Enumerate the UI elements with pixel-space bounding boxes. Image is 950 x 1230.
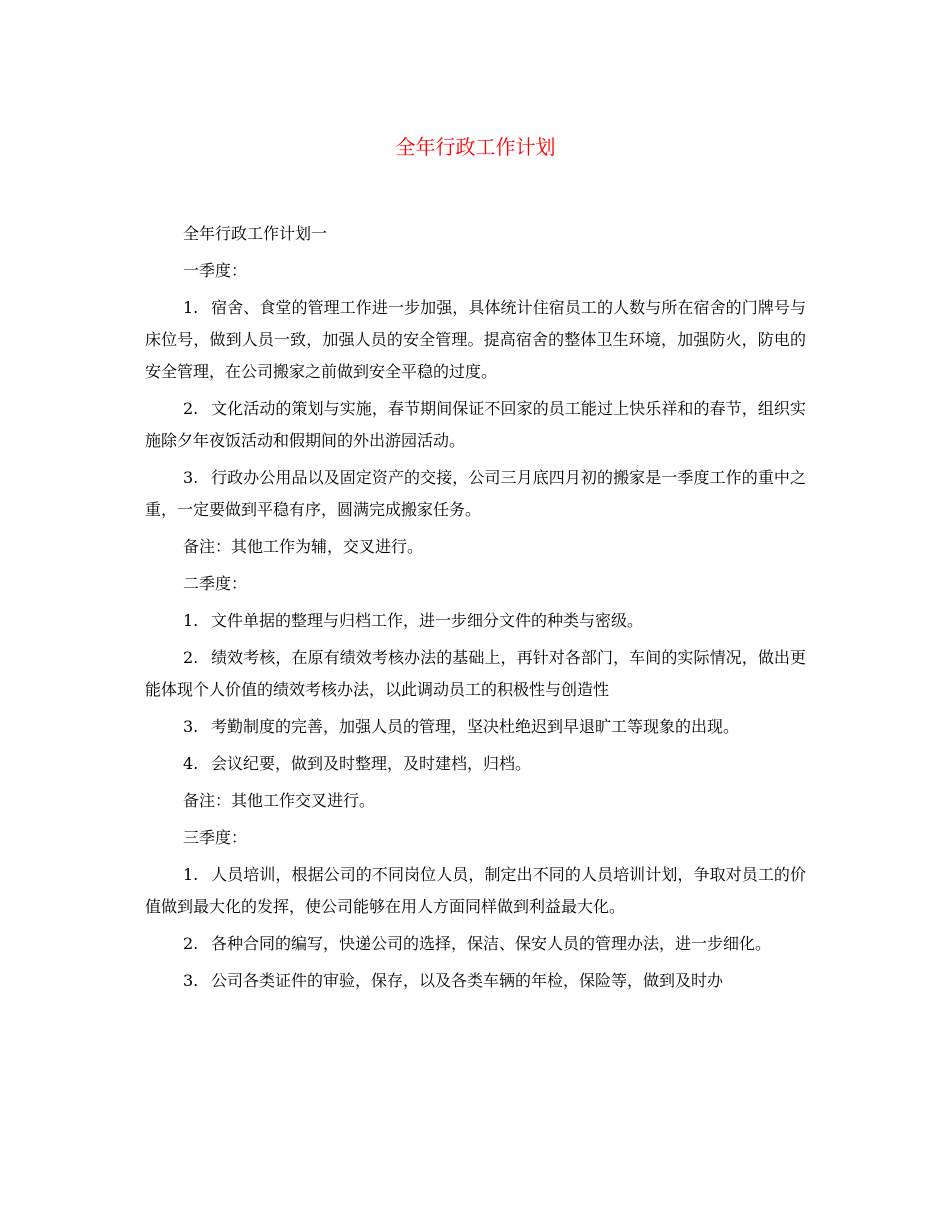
paragraph	[145, 822, 806, 854]
item-number: 4.	[183, 754, 199, 773]
item-number: 2.	[183, 934, 199, 953]
paragraph-text: 备注：其他工作交叉进行。	[183, 791, 376, 810]
paragraph	[145, 255, 806, 287]
item-number: 1.	[183, 865, 199, 884]
paragraph	[145, 928, 806, 960]
paragraph-text: 一季度：	[183, 261, 248, 280]
paragraph	[145, 218, 806, 250]
paragraph	[145, 785, 806, 817]
paragraph-text: 宿舍、食堂的管理工作进一步加强，具体统计住宿员工的人数与所在宿舍的门牌号与床位号，做到人员一致，加强人员的安全管理。提高宿舍的整体卫生环境，加强防火，防电的安全管理，在公司搬家之前做到安全平稳的过度。	[145, 298, 806, 381]
paragraph	[145, 711, 806, 743]
paragraph	[145, 393, 806, 457]
item-number: 3.	[183, 468, 199, 487]
paragraph-text: 考勤制度的完善，加强人员的管理，坚决杜绝迟到早退旷工等现象的出现。	[211, 717, 740, 736]
paragraph-text: 全年行政工作计划一	[183, 224, 328, 243]
item-number: 2.	[183, 648, 199, 667]
paragraph	[145, 462, 806, 526]
paragraph-text: 绩效考核，在原有绩效考核办法的基础上，再针对各部门，车间的实际情况，做出更能体现个人价值的绩效考核办法，以此调动员工的积极性与创造性	[145, 648, 806, 699]
paragraph	[145, 292, 806, 388]
paragraph-text: 各种合同的编写，快递公司的选择，保洁、保安人员的管理办法，进一步细化。	[211, 934, 772, 953]
paragraph-text: 公司各类证件的审验，保存，以及各类车辆的年检，保险等，做到及时办	[211, 971, 724, 990]
item-number: 1.	[183, 611, 199, 630]
paragraph-text: 二季度：	[183, 574, 248, 593]
paragraph	[145, 748, 806, 780]
paragraph	[145, 859, 806, 923]
item-number: 3.	[183, 717, 199, 736]
paragraph	[145, 605, 806, 637]
paragraph-text: 文化活动的策划与实施，春节期间保证不回家的员工能过上快乐祥和的春节，组织实施除夕年夜饭活动和假期间的外出游园活动。	[145, 399, 806, 450]
paragraph-text: 备注：其他工作为辅，交叉进行。	[183, 537, 424, 556]
paragraph	[145, 531, 806, 563]
item-number: 1.	[183, 298, 199, 317]
item-number: 3.	[183, 971, 199, 990]
paragraph	[145, 642, 806, 706]
paragraph-text: 行政办公用品以及固定资产的交接，公司三月底四月初的搬家是一季度工作的重中之重，一定要做到平稳有序，圆满完成搬家任务。	[145, 468, 806, 519]
paragraph-text: 三季度：	[183, 828, 248, 847]
document-title: 全年行政工作计划	[395, 135, 556, 159]
paragraph-text: 会议纪要，做到及时整理，及时建档，归档。	[211, 754, 532, 773]
paragraph-text: 人员培训，根据公司的不同岗位人员，制定出不同的人员培训计划，争取对员工的价值做到最大化的发挥，使公司能够在用人方面同样做到利益最大化。	[145, 865, 806, 916]
item-number: 2.	[183, 399, 199, 418]
paragraph	[145, 965, 806, 997]
paragraph	[145, 568, 806, 600]
paragraph-text: 文件单据的整理与归档工作，进一步细分文件的种类与密级。	[211, 611, 644, 630]
